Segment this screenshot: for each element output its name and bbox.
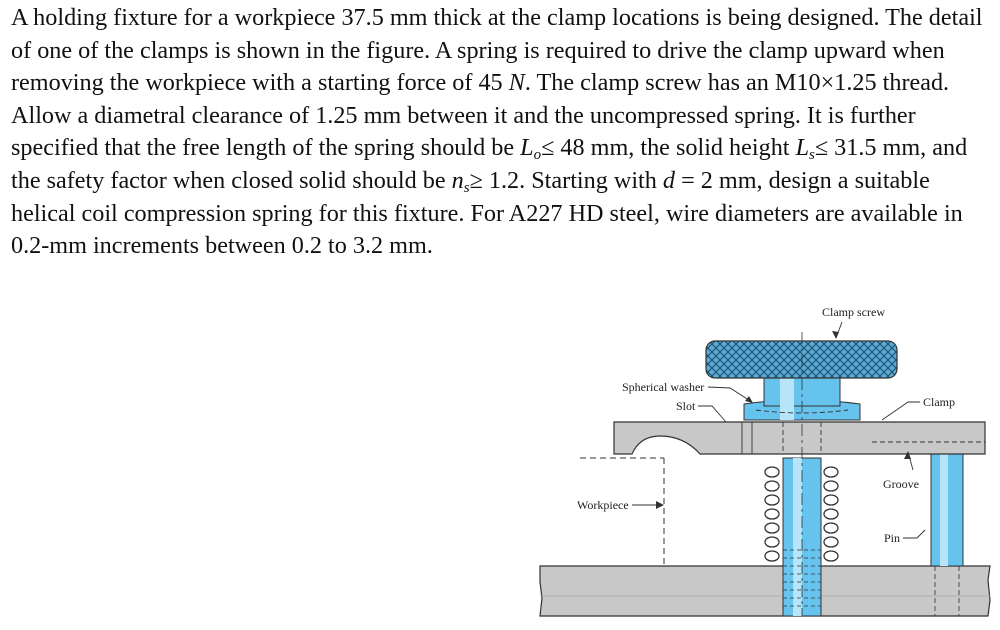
label-spherical-washer: Spherical washer <box>622 380 705 394</box>
label-groove: Groove <box>883 477 919 491</box>
clamp-screw-shaft-highlight <box>793 458 802 616</box>
force-unit: N <box>508 69 525 97</box>
solid-height-subscript: s <box>809 147 815 164</box>
solid-height-symbol: L <box>795 134 810 162</box>
problem-text-2: . The clamp screw has an M10×1.25 thread. Allow a diametral clearance of 1.25 mm between it and the uncompressed spring. It is further specified that the free length of the spring should be <box>11 69 950 162</box>
clamp-screw-neck-highlight <box>780 378 794 420</box>
clamp-bar <box>614 422 985 454</box>
problem-text-1: A holding fixture for a workpiece 37.5 mm thick at the clamp locations is being designed. The detail of one of the clamps is shown in the figure. A spring is required to drive the clamp upward when removing the workpiece with a starting force of 45 <box>11 4 983 97</box>
workpiece-outline <box>580 458 664 566</box>
label-pin: Pin <box>884 531 901 545</box>
base-plate <box>540 566 990 616</box>
label-clamp-screw: Clamp screw <box>822 305 885 319</box>
pin-highlight <box>940 448 948 566</box>
problem-text-5: ≥ 1.2. Starting with <box>469 166 663 194</box>
wire-diameter-symbol: d <box>662 166 676 194</box>
safety-factor-subscript: s <box>463 180 470 197</box>
clamp-screw-knurled-head <box>706 341 897 378</box>
safety-factor-symbol: n <box>451 166 464 194</box>
free-length-symbol: L <box>520 134 534 162</box>
free-length-subscript: o <box>533 147 542 164</box>
label-slot: Slot <box>676 399 696 413</box>
problem-text-4: ≤ 31.5 mm, and the safety factor when closed solid should be <box>11 134 968 194</box>
label-clamp: Clamp <box>923 395 955 409</box>
problem-text-6: = 2 mm, design a suitable helical coil compression spring for this fixture. For A227 HD steel, wire diameters are available in 0.2-mm increments between 0.2 to 3.2 mm. <box>11 166 963 260</box>
label-workpiece: Workpiece <box>577 498 629 512</box>
problem-text-3: ≤ 48 mm, the solid height <box>541 134 796 162</box>
